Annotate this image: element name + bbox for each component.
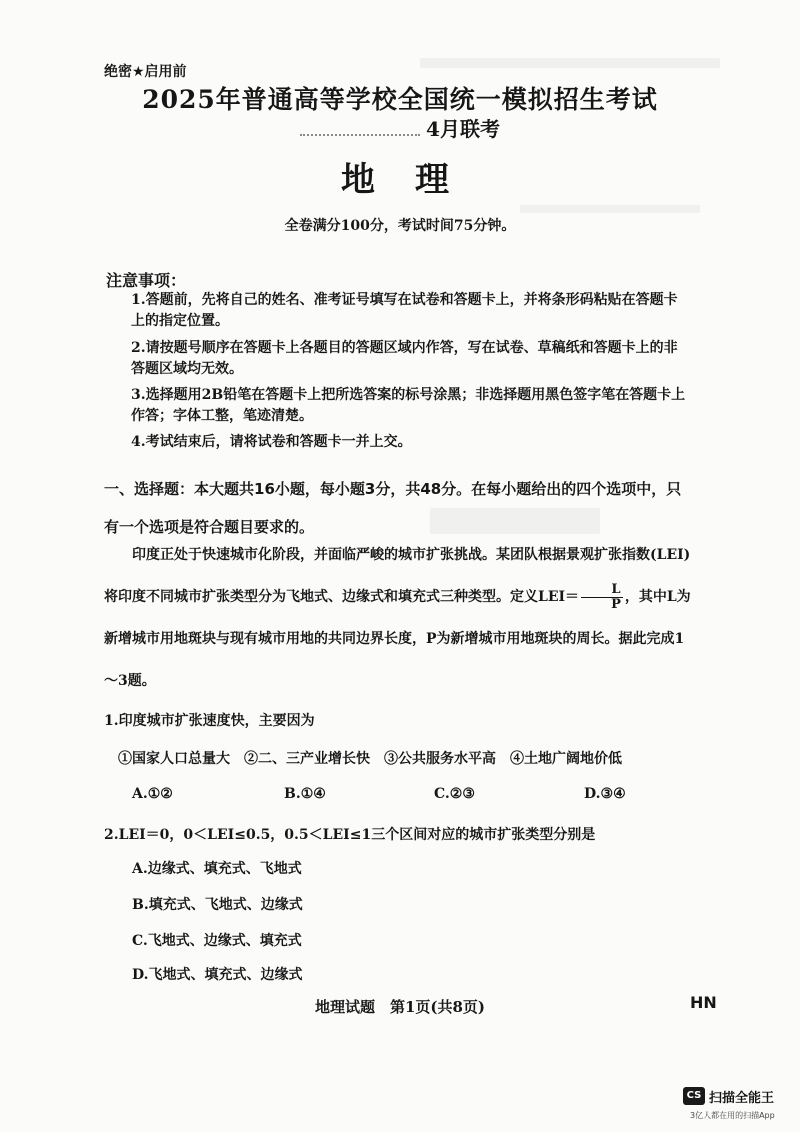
passage-text: 印度正处于快速城市化阶段，并面临严峻的城市扩张挑战。某团队根据景观扩张指数(LEI)将印度不同城市扩张类型分为飞地式、边缘式和填充式三种类型。定义LEI＝ xyxy=(104,547,691,605)
question-1-option-a: A.①② xyxy=(132,786,173,802)
question-2-option-a: A.边缘式、填充式、飞地式 xyxy=(132,861,302,877)
exam-info: 全卷满分100分，考试时间75分钟。 xyxy=(284,218,516,234)
fraction-denominator: P xyxy=(611,596,621,612)
exam-title: 2025年普通高等学校全国统一模拟招生考试 xyxy=(142,85,658,114)
notice-item: 4.考试结束后，请将试卷和答题卡一并上交。 xyxy=(131,434,412,450)
lei-fraction xyxy=(581,583,623,612)
bleed-through-mark xyxy=(420,58,720,68)
subtitle-text: 4月联考 xyxy=(426,117,500,141)
notice-heading: 注意事项： xyxy=(106,271,187,290)
fraction-numerator: L xyxy=(581,583,623,598)
question-2-option-c: C.飞地式、边缘式、填充式 xyxy=(132,933,302,949)
camscanner-name: 扫描全能王 xyxy=(709,1091,775,1106)
question-1-stem: 1.印度城市扩张速度快，主要因为 xyxy=(104,713,315,729)
secret-label: 绝密★启用前 xyxy=(104,64,187,80)
question-2-stem: 2.LEI＝0，0＜LEI≤0.5，0.5＜LEI≤1三个区间对应的城市扩张类型分别是 xyxy=(104,827,596,843)
camscanner-tagline: 3亿人都在用的扫描App xyxy=(690,1111,775,1120)
passage xyxy=(104,534,696,702)
question-2-option-d: D.飞地式、填充式、边缘式 xyxy=(132,967,303,983)
region-code: HN xyxy=(690,993,717,1012)
bleed-through-mark xyxy=(520,205,700,213)
question-1-option-c: C.②③ xyxy=(434,786,475,802)
page-footer: 地理试题 第1页(共8页) xyxy=(314,998,486,1016)
question-1-option-d: D.③④ xyxy=(584,786,626,802)
notice-item: 2.请按题号顺序在答题卡上各题目的答题区域内作答，写在试卷、草稿纸和答题卡上的非答题区域均无效。 xyxy=(131,340,678,377)
question-1-statements: ①国家人口总量大 ②二、三产业增长快 ③公共服务水平高 ④土地广阔地价低 xyxy=(118,751,622,767)
question-1-option-b: B.①④ xyxy=(284,786,326,802)
camscanner-logo-icon: CS xyxy=(683,1087,705,1105)
subject-title: 地理 xyxy=(341,160,489,200)
notice-item: 1.答题前，先将自己的姓名、准考证号填写在试卷和答题卡上，并将条形码粘贴在答题卡上的指定位置。 xyxy=(131,292,678,329)
notice-item: 3.选择题用2B铅笔在答题卡上把所选答案的标号涂黑；非选择题用黑色签字笔在答题卡上作答；字体工整，笔迹清楚。 xyxy=(131,387,686,424)
exam-subtitle xyxy=(0,113,800,142)
passage-text: ，其中L为新增城市用地斑块与现有城市用地的共同边界长度，P为新增城市用地斑块的周长。据此完成1～3题。 xyxy=(104,589,691,689)
section-intro: 一、选择题：本大题共16小题，每小题3分，共48分。在每小题给出的四个选项中，只有一个选项是符合题目要求的。 xyxy=(104,480,682,536)
blurred-text xyxy=(300,126,420,136)
question-2-option-b: B.填充式、飞地式、边缘式 xyxy=(132,897,303,913)
